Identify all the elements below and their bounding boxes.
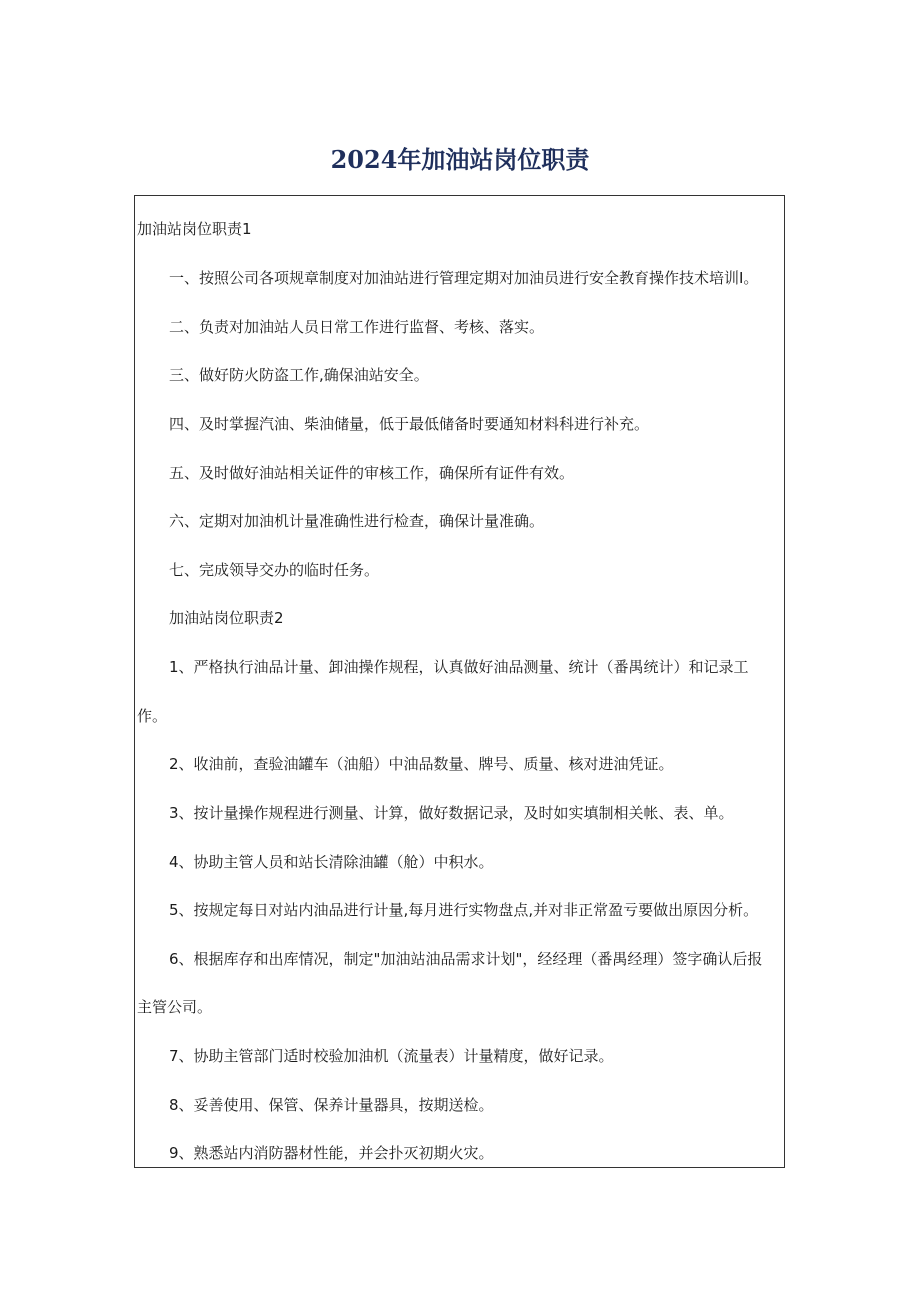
- duty-item: 6、根据库存和出库情况，制定"加油站油品需求计划"，经经理（番禺经理）签字确认后报: [169, 950, 763, 968]
- document-title: 2024年加油站岗位职责: [330, 145, 590, 174]
- section-heading-2: 加油站岗位职责2: [169, 609, 284, 627]
- duty-item: 七、完成领导交办的临时任务。: [169, 561, 380, 579]
- duty-item: 三、做好防火防盗工作,确保油站安全。: [169, 366, 429, 384]
- duty-item: 3、按计量操作规程进行测量、计算，做好数据记录，及时如实填制相关帐、表、单。: [169, 804, 734, 822]
- duty-item-continuation: 作。: [137, 707, 168, 725]
- duty-item: 4、协助主管人员和站长清除油罐（舱）中积水。: [169, 853, 494, 871]
- section-heading-1: 加油站岗位职责1: [137, 220, 252, 238]
- duty-item: 9、熟悉站内消防器材性能，并会扑灭初期火灾。: [169, 1144, 494, 1162]
- duty-item: 五、及时做好油站相关证件的审核工作，确保所有证件有效。: [169, 464, 575, 482]
- duty-item: 二、负责对加油站人员日常工作进行监督、考核、落实。: [169, 318, 545, 336]
- duty-item-continuation: 主管公司。: [137, 998, 213, 1016]
- duty-item: 一、按照公司各项规章制度对加油站进行管理定期对加油员进行安全教育操作技术培训I。: [169, 269, 759, 287]
- duty-item: 5、按规定每日对站内油品进行计量,每月进行实物盘点,并对非正常盈亏要做出原因分析。: [169, 901, 759, 919]
- duty-item: 7、协助主管部门适时校验加油机（流量表）计量精度，做好记录。: [169, 1047, 614, 1065]
- duty-item: 1、严格执行油品计量、卸油操作规程，认真做好油品测量、统计（番禺统计）和记录工: [169, 658, 749, 676]
- content-frame: [134, 195, 785, 1168]
- duty-item: 四、及时掌握汽油、柴油储量，低于最低储备时要通知材料科进行补充。: [169, 415, 650, 433]
- duty-item: 2、收油前，查验油罐车（油船）中油品数量、牌号、质量、核对进油凭证。: [169, 755, 674, 773]
- duty-item: 8、妥善使用、保管、保养计量器具，按期送检。: [169, 1096, 494, 1114]
- duty-item: 六、定期对加油机计量准确性进行检查，确保计量准确。: [169, 512, 545, 530]
